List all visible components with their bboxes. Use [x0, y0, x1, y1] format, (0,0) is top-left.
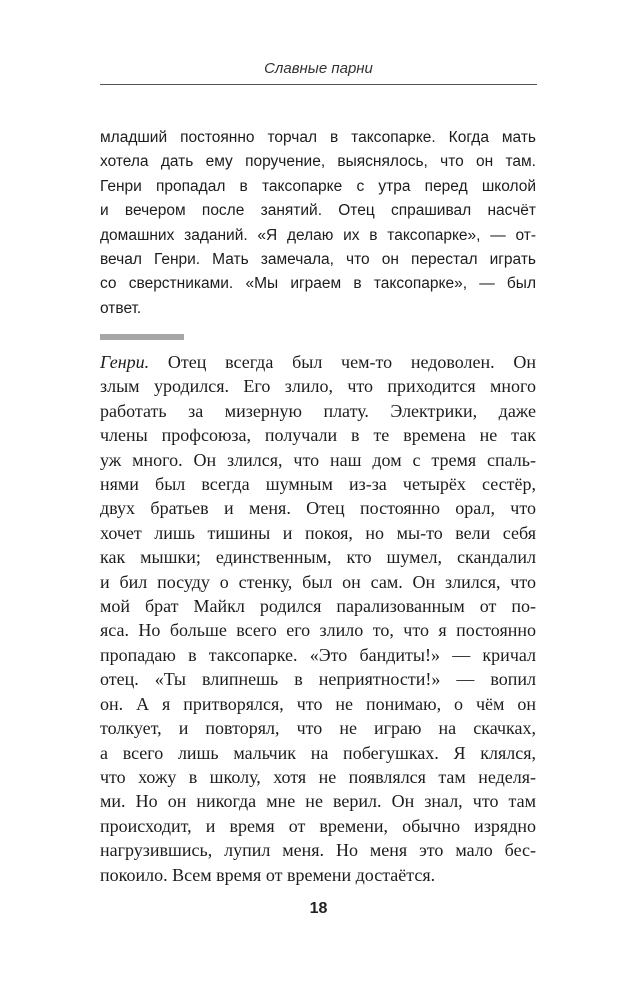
paragraph-2-line: работать за мизерную плату. Электрики, даже	[100, 400, 536, 421]
paragraph-2-line: нагрузившись, лупил меня. Но меня это мало бес-	[100, 840, 536, 861]
paragraph-2-line: двух братьев и меня. Отец постоянно орал, что	[100, 498, 536, 519]
paragraph-2-line: яса. Но больше всего его злило то, что я постоянно	[100, 620, 536, 641]
paragraph-2-line: пропадаю в таксопарке. «Это бандиты!» — кричал	[100, 644, 536, 665]
paragraph-2-line: и бил посуду о стенку, был он сам. Он злился, что	[100, 571, 536, 592]
paragraph-2-line: злым уродился. Его злило, что приходится много	[100, 376, 536, 397]
paragraph-2-line: нями был всегда шумным из-за четырёх сестёр,	[100, 474, 536, 495]
paragraph-1-line: и вечером после занятий. Отец спрашивал насчёт	[100, 202, 536, 220]
paragraph-2-first-line	[100, 350, 536, 374]
paragraph-2-line: что хожу в школу, хотя не появлялся там неделя-	[100, 766, 536, 787]
paragraph-2-line: члены профсоюза, получали в те времена не так	[100, 425, 536, 446]
paragraph-2-line: ми. Но он никогда мне не верил. Он знал, что там	[100, 791, 536, 812]
paragraph-2-line: хочет лишь тишины и покоя, но мы-то вели себя	[100, 522, 536, 543]
paragraph-1-line: младший постоянно торчал в таксопарке. Когда мать	[100, 129, 536, 146]
paragraph-2-line: отец. «Ты влипнешь в неприятности!» — вопил	[100, 669, 536, 690]
paragraph-1	[100, 126, 536, 321]
paragraph-2-line: происходит, и время от времени, обычно изрядно	[100, 815, 536, 836]
paragraph-1-line: хотела дать ему поручение, выяснялось, что он там.	[100, 153, 536, 171]
running-head: Славные парни	[264, 60, 373, 77]
paragraph-1-line: вечал Генри. Мать замечала, что он перестал играть	[100, 251, 536, 269]
paragraph-1-line: ответ.	[100, 299, 142, 317]
header-rule	[100, 84, 537, 85]
paragraph-2-line: как мышки; единственным, кто шумел, скандалил	[100, 547, 536, 568]
paragraph-1-line: со сверстниками. «Мы играем в таксопарке», — был	[100, 275, 536, 293]
paragraph-2-line: а всего лишь мальчик на побегушках. Я клялся,	[100, 742, 536, 763]
paragraph-2-line: толкует, и повторял, что не играю на скачках,	[100, 718, 536, 739]
paragraph-1-line: Генри пропадал в таксопарке с утра перед школой	[100, 177, 536, 195]
paragraph-2-first-line-text: Отец всегда был чем-то недоволен. Он	[149, 352, 536, 372]
page-number: 18	[309, 900, 328, 917]
paragraph-2-line: уж много. Он злился, что наш дом с тремя спаль-	[100, 449, 536, 470]
section-divider	[100, 334, 184, 340]
paragraph-2-line: он. А я притворялся, что не понимаю, о чём он	[100, 693, 536, 714]
paragraph-1-line: домашних заданий. «Я делаю их в таксопарке», — от-	[100, 226, 536, 244]
paragraph-2-line: покоило. Всем время от времени достаётся.	[100, 864, 436, 885]
speaker-name: Генри.	[100, 352, 150, 372]
paragraph-2	[100, 350, 536, 887]
paragraph-2-line: мой брат Майкл родился парализованным от по-	[100, 596, 536, 617]
